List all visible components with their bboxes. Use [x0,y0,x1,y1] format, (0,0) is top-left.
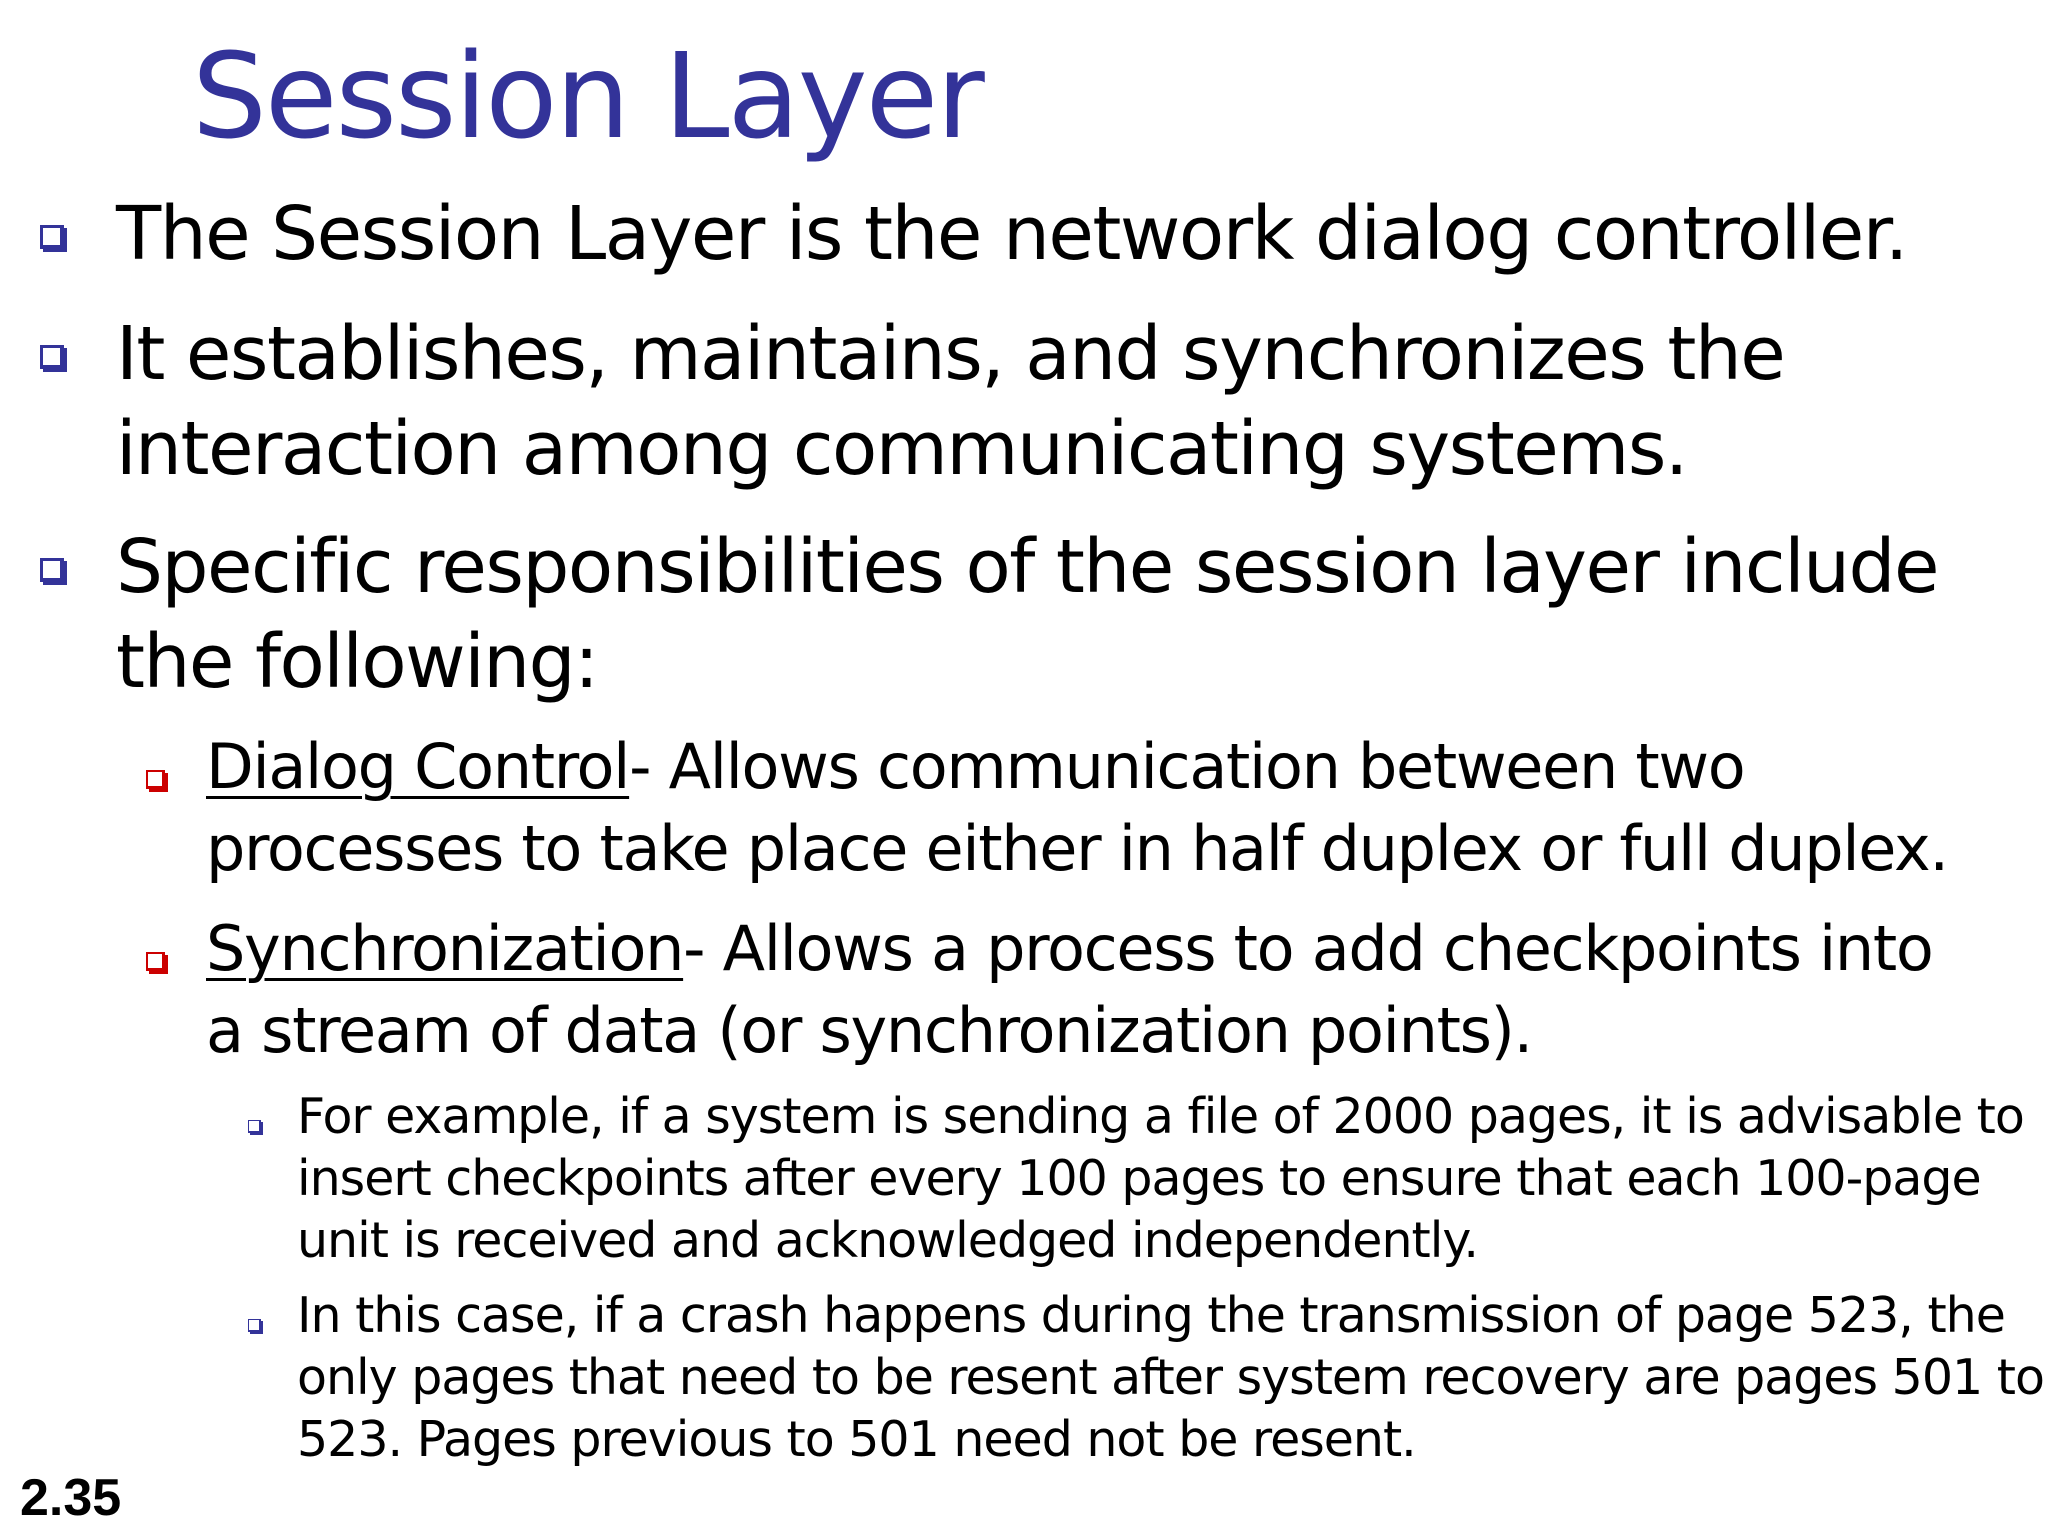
sub-sub-bullet-text-line: 523. Pages previous to 501 need not be resent. [297,1411,1416,1468]
sub-bullet-text-line [206,908,1933,990]
sub-bullet-text-line: a stream of data (or synchronization points). [206,994,1532,1067]
square-bullet-icon [248,1319,261,1332]
bullet-text-line: It establishes, maintains, and synchronizes the [116,311,1785,397]
square-bullet-icon [40,558,64,582]
square-bullet-icon [40,345,64,369]
term-synchronization: Synchronization [206,912,684,985]
term-dialog-control: Dialog Control [206,730,630,803]
bullet-text-line: The Session Layer is the network dialog controller. [116,191,1907,277]
slide-title: Session Layer [192,27,983,165]
square-bullet-icon [248,1120,261,1133]
sub-bullet-text-line: processes to take place either in half duplex or full duplex. [206,812,1948,885]
sub-sub-bullet-text-line: only pages that need to be resent after system recovery are pages 501 to [297,1349,2044,1406]
term-description: - Allows a process to add checkpoints into [683,912,1933,985]
sub-sub-bullet-text-line: unit is received and acknowledged independently. [297,1212,1478,1269]
sub-sub-bullet-text-line: For example, if a system is sending a file of 2000 pages, it is advisable to [297,1088,2024,1145]
bullet-text-line: Specific responsibilities of the session layer include [116,524,1939,610]
square-bullet-icon [40,225,64,249]
square-bullet-icon [146,952,165,971]
bullet-text-line: the following: [116,619,598,705]
term-description: - Allows communication between two [629,730,1745,803]
slide-number: 2.35 [20,1469,122,1527]
bullet-text-line: interaction among communicating systems. [116,406,1687,492]
sub-sub-bullet-text-line: In this case, if a crash happens during the transmission of page 523, the [297,1287,2005,1344]
sub-sub-bullet-text-line: insert checkpoints after every 100 pages to ensure that each 100-page [297,1150,1981,1207]
sub-bullet-text-line [206,726,1744,808]
square-bullet-icon [146,770,165,789]
